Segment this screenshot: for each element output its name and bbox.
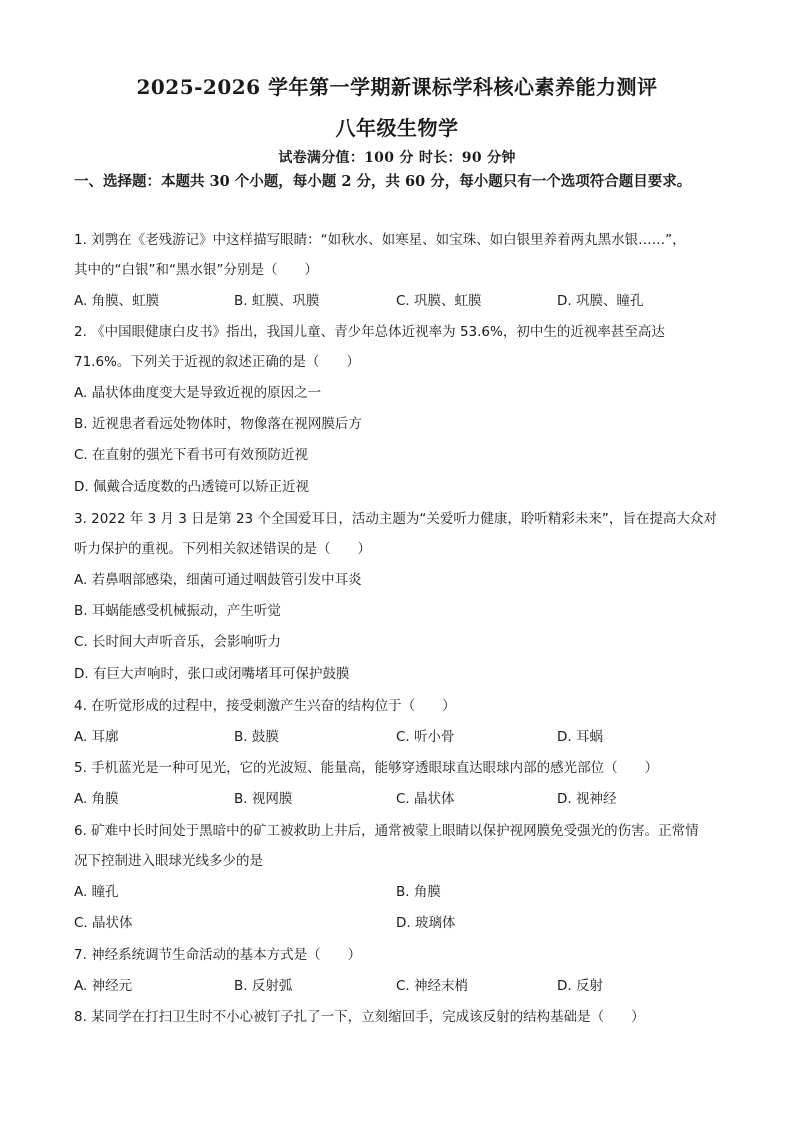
- question-5-option-c: C. 晶状体: [396, 791, 455, 807]
- question-7-option-d: D. 反射: [557, 978, 603, 994]
- question-2-text: 2. 《中国眼健康白皮书》指出，我国儿童、青少年总体近视率为 53.6%，初中生的近视率甚至高达: [74, 324, 665, 340]
- question-2-option-d: D. 佩戴合适度数的凸透镜可以矫正近视: [74, 479, 309, 495]
- question-3-text: 3. 2022 年 3 月 3 日是第 23 个全国爱耳日，活动主题为“关爱听力健康，聆听精彩未来”，旨在提高大众对: [74, 511, 717, 527]
- question-1-option-a: A. 角膜、虹膜: [74, 293, 160, 309]
- question-6-text-cont: 况下控制进入眼球光线多少的是: [74, 853, 263, 869]
- question-6-option-c: C. 晶状体: [74, 915, 133, 931]
- question-6-option-a: A. 瞳孔: [74, 884, 119, 900]
- question-1-text-cont: 其中的“白银”和“黑水银”分别是（ ）: [74, 262, 318, 278]
- exam-info: 试卷满分值：100 分 时长：90 分钟: [278, 150, 516, 166]
- question-7-option-a: A. 神经元: [74, 978, 133, 994]
- question-2-text-cont: 71.6%。下列关于近视的叙述正确的是（ ）: [74, 354, 360, 370]
- question-1-option-d: D. 巩膜、瞳孔: [557, 293, 644, 309]
- question-2-option-c: C. 在直射的强光下看书可有效预防近视: [74, 447, 309, 463]
- question-3-option-c: C. 长时间大声听音乐，会影响听力: [74, 634, 282, 650]
- question-6-option-b: B. 角膜: [396, 884, 441, 900]
- question-3-option-a: A. 若鼻咽部感染，细菌可通过咽鼓管引发中耳炎: [74, 572, 362, 588]
- section-heading: 一、选择题：本题共 30 个小题，每小题 2 分，共 60 分，每小题只有一个选项符合题目要求。: [74, 173, 692, 190]
- question-4-option-a: A. 耳廓: [74, 729, 119, 745]
- question-3-option-d: D. 有巨大声响时，张口或闭嘴堵耳可保护鼓膜: [74, 666, 350, 682]
- question-4-option-b: B. 鼓膜: [234, 729, 279, 745]
- question-2-option-b: B. 近视患者看远处物体时，物像落在视网膜后方: [74, 416, 362, 432]
- question-4-option-c: C. 听小骨: [396, 729, 455, 745]
- question-3-text-cont: 听力保护的重视。下列相关叙述错误的是（ ）: [74, 541, 371, 557]
- question-1-option-b: B. 虹膜、巩膜: [234, 293, 320, 309]
- question-7-text: 7. 神经系统调节生命活动的基本方式是（ ）: [74, 947, 362, 963]
- question-2-option-a: A. 晶状体曲度变大是导致近视的原因之一: [74, 385, 322, 401]
- question-5-option-b: B. 视网膜: [234, 791, 293, 807]
- question-7-option-c: C. 神经末梢: [396, 978, 469, 994]
- question-5-option-a: A. 角膜: [74, 791, 119, 807]
- question-5-option-d: D. 视神经: [557, 791, 617, 807]
- question-4-text: 4. 在听觉形成的过程中，接受刺激产生兴奋的结构位于（ ）: [74, 698, 456, 714]
- question-6-text: 6. 矿难中长时间处于黑暗中的矿工被救助上井后，通常被蒙上眼睛以保护视网膜免受强光的伤害。正常情: [74, 823, 699, 839]
- exam-subtitle: 八年级生物学: [335, 116, 459, 140]
- question-1-option-c: C. 巩膜、虹膜: [396, 293, 482, 309]
- question-7-option-b: B. 反射弧: [234, 978, 293, 994]
- question-1-text: 1. 刘鹗在《老残游记》中这样描写眼睛：“如秋水、如寒星、如宝珠、如白银里养着两丸黑水银……”，: [74, 232, 686, 248]
- question-4-option-d: D. 耳蜗: [557, 729, 603, 745]
- question-8-text: 8. 某同学在打扫卫生时不小心被钉子扎了一下，立刻缩回手，完成该反射的结构基础是（ ）: [74, 1009, 645, 1025]
- question-6-option-d: D. 玻璃体: [396, 915, 456, 931]
- question-3-option-b: B. 耳蜗能感受机械振动，产生听觉: [74, 603, 281, 619]
- question-5-text: 5. 手机蓝光是一种可见光，它的光波短、能量高，能够穿透眼球直达眼球内部的感光部位（ ）: [74, 760, 659, 776]
- exam-title: 2025-2026 学年第一学期新课标学科核心素养能力测评: [136, 75, 658, 99]
